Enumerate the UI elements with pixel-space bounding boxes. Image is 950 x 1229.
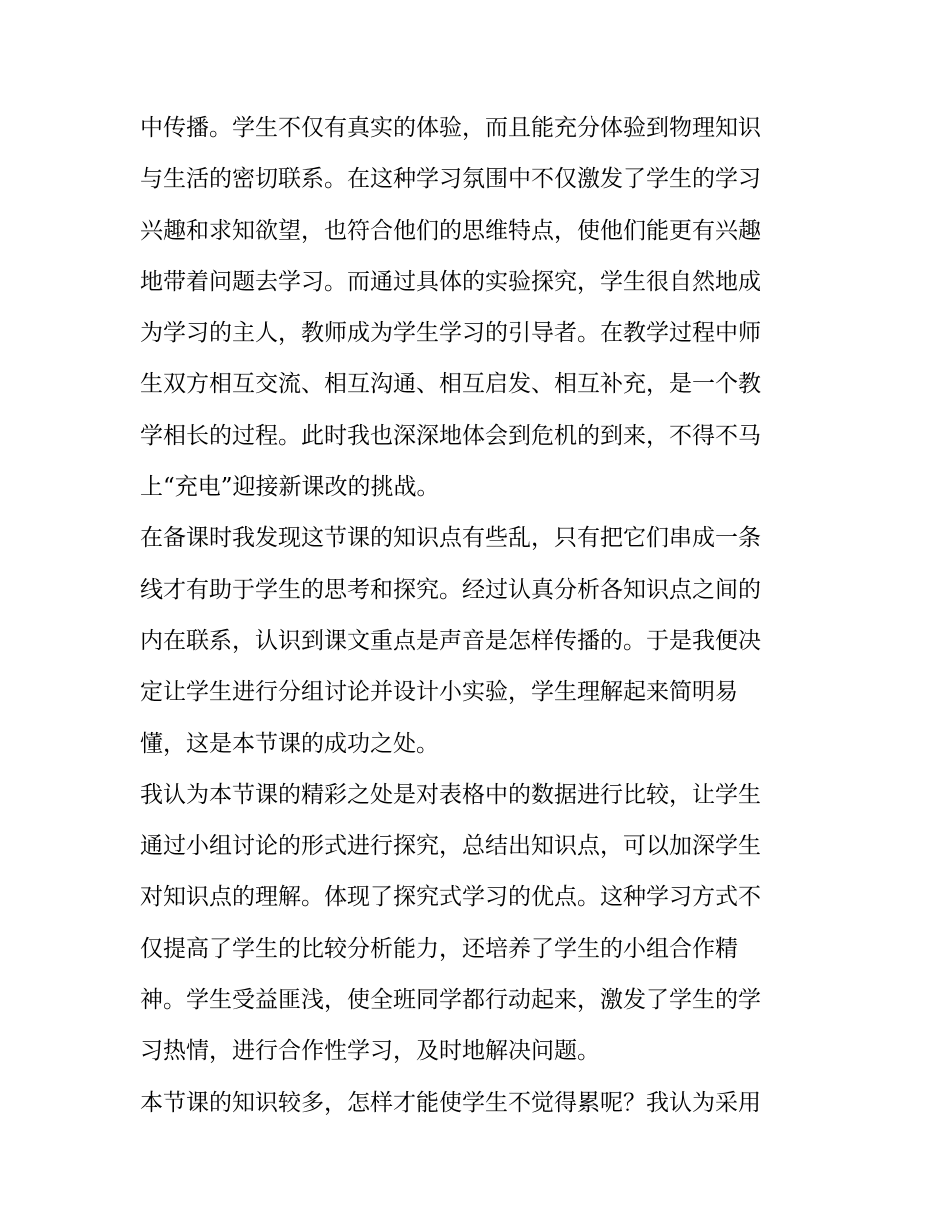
text-line: 定让学生进行分组讨论并设计小实验，学生理解起来简明易 — [140, 679, 738, 706]
text-line: 地带着问题去学习。而通过具体的实验探究，学生很自然地成 — [140, 268, 761, 295]
text-line: 本节课的知识较多，怎样才能使学生不觉得累呢？我认为采用 — [140, 1089, 761, 1116]
text-line: 线才有助于学生的思考和探究。经过认真分析各知识点之间的 — [140, 576, 761, 603]
paragraph-2 — [140, 513, 812, 769]
text-line: 通过小组讨论的形式进行探究，总结出知识点，可以加深学生 — [140, 833, 761, 860]
paragraph-4 — [140, 1078, 812, 1129]
text-line: 上“充电”迎接新课改的挑战。 — [140, 474, 440, 501]
text-line: 神。学生受益匪浅，使全班同学都行动起来，激发了学生的学 — [140, 987, 761, 1014]
text-line: 兴趣和求知欲望，也符合他们的思维特点，使他们能更有兴趣 — [140, 217, 761, 244]
text-line: 在备课时我发现这节课的知识点有些乱，只有把它们串成一条 — [140, 525, 761, 552]
paragraph-1 — [140, 103, 812, 513]
document-body — [140, 103, 812, 1129]
text-line: 与生活的密切联系。在这种学习氛围中不仅激发了学生的学习 — [140, 166, 761, 193]
text-line: 懂，这是本节课的成功之处。 — [140, 730, 439, 757]
text-line: 为学习的主人，教师成为学生学习的引导者。在教学过程中师 — [140, 320, 761, 347]
text-line: 内在联系，认识到课文重点是声音是怎样传播的。于是我便决 — [140, 627, 761, 654]
paragraph-3 — [140, 770, 812, 1078]
text-line: 生双方相互交流、相互沟通、相互启发、相互补充，是一个教 — [140, 371, 761, 398]
text-line: 仅提高了学生的比较分析能力，还培养了学生的小组合作精 — [140, 935, 738, 962]
text-line: 对知识点的理解。体现了探究式学习的优点。这种学习方式不 — [140, 884, 761, 911]
text-line: 中传播。学生不仅有真实的体验，而且能充分体验到物理知识 — [140, 115, 761, 141]
text-line: 习热情，进行合作性学习，及时地解决问题。 — [140, 1038, 600, 1065]
text-line: 学相长的过程。此时我也深深地体会到危机的到来，不得不马 — [140, 422, 761, 449]
text-line: 我认为本节课的精彩之处是对表格中的数据进行比较，让学生 — [140, 781, 761, 808]
